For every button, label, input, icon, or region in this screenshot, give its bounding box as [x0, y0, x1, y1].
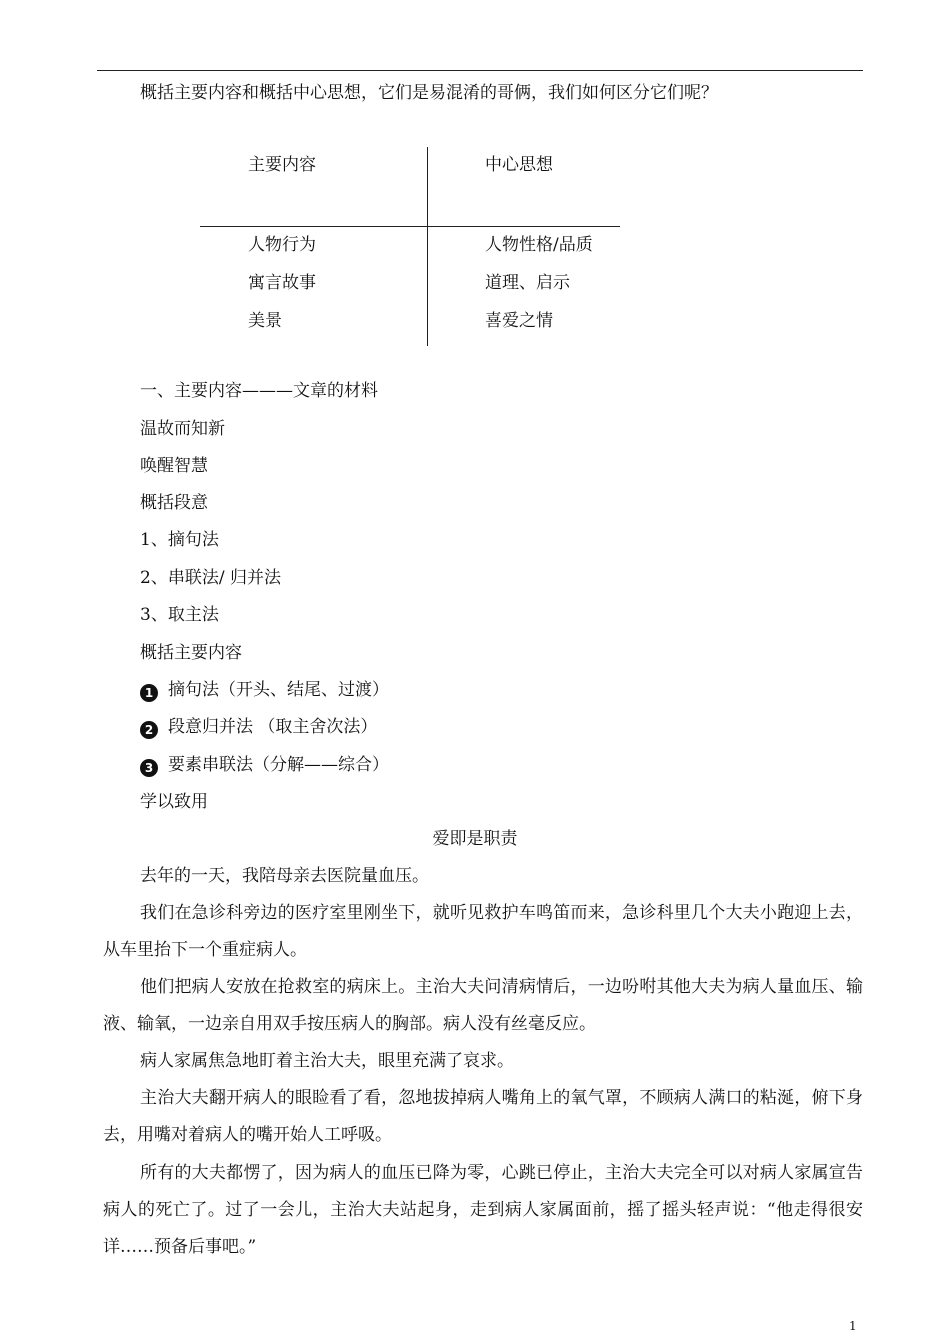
numbered-item — [140, 679, 389, 702]
table-header-central-idea: 中心思想 — [485, 155, 553, 175]
table-cell: 喜爱之情 — [485, 311, 553, 331]
numbered-item — [140, 754, 389, 777]
numbered-item-text: 摘句法（开头、结尾、过渡） — [168, 680, 389, 700]
method-item: 3、取主法 — [140, 605, 219, 625]
outline-item: 概括段意 — [140, 493, 208, 513]
table-cell: 人物行为 — [248, 235, 316, 255]
table-header-main-content: 主要内容 — [248, 155, 316, 175]
table-cell: 美景 — [248, 311, 282, 331]
outline-item: 唤醒智慧 — [140, 456, 208, 476]
numbered-item-text: 段意归并法 （取主舍次法） — [168, 717, 378, 737]
page-number: 1 — [849, 1319, 857, 1333]
section-heading: 一、主要内容———文章的材料 — [140, 381, 378, 401]
outline-item: 概括主要内容 — [140, 643, 242, 663]
method-item: 1、摘句法 — [140, 530, 219, 550]
number-badge-icon: 1 — [140, 684, 158, 702]
story-paragraph: 所有的大夫都愣了，因为病人的血压已降为零，心跳已停止，主治大夫完全可以对病人家属宣告病人的死亡了。过了一会儿，主治大夫站起身，走到病人家属面前，摇了摇头轻声说：“他走得很安详……预备后事吧。” — [103, 1163, 863, 1257]
story-title: 爱即是职责 — [432, 829, 518, 849]
table-horizontal-divider — [200, 226, 620, 227]
story-paragraph: 主治大夫翻开病人的眼睑看了看，忽地拔掉病人嘴角上的氧气罩，不顾病人满口的粘涎，俯下身去，用嘴对着病人的嘴开始人工呼吸。 — [103, 1088, 863, 1145]
table-vertical-divider — [427, 147, 428, 346]
table-cell: 人物性格/品质 — [485, 235, 593, 255]
outline-item: 温故而知新 — [140, 419, 225, 439]
intro-text: 概括主要内容和概括中心思想，它们是易混淆的哥俩，我们如何区分它们呢？ — [140, 83, 718, 103]
story-paragraph: 去年的一天，我陪母亲去医院量血压。 — [140, 866, 429, 886]
story-paragraph: 病人家属焦急地盯着主治大夫，眼里充满了哀求。 — [140, 1051, 514, 1071]
method-item: 2、串联法/ 归并法 — [140, 568, 281, 588]
table-cell: 寓言故事 — [248, 273, 316, 293]
story-paragraph: 我们在急诊科旁边的医疗室里刚坐下，就听见救护车鸣笛而来，急诊科里几个大夫小跑迎上去，从车里抬下一个重症病人。 — [103, 903, 863, 960]
outline-item: 学以致用 — [140, 792, 208, 812]
header-rule — [97, 70, 863, 71]
number-badge-icon: 2 — [140, 721, 158, 739]
numbered-item — [140, 716, 377, 739]
story-paragraph: 他们把病人安放在抢救室的病床上。主治大夫问清病情后，一边吩咐其他大夫为病人量血压、输液、输氧，一边亲自用双手按压病人的胸部。病人没有丝毫反应。 — [103, 977, 863, 1034]
numbered-item-text: 要素串联法（分解——综合） — [168, 755, 389, 775]
table-cell: 道理、启示 — [485, 273, 570, 293]
number-badge-icon: 3 — [140, 759, 158, 777]
